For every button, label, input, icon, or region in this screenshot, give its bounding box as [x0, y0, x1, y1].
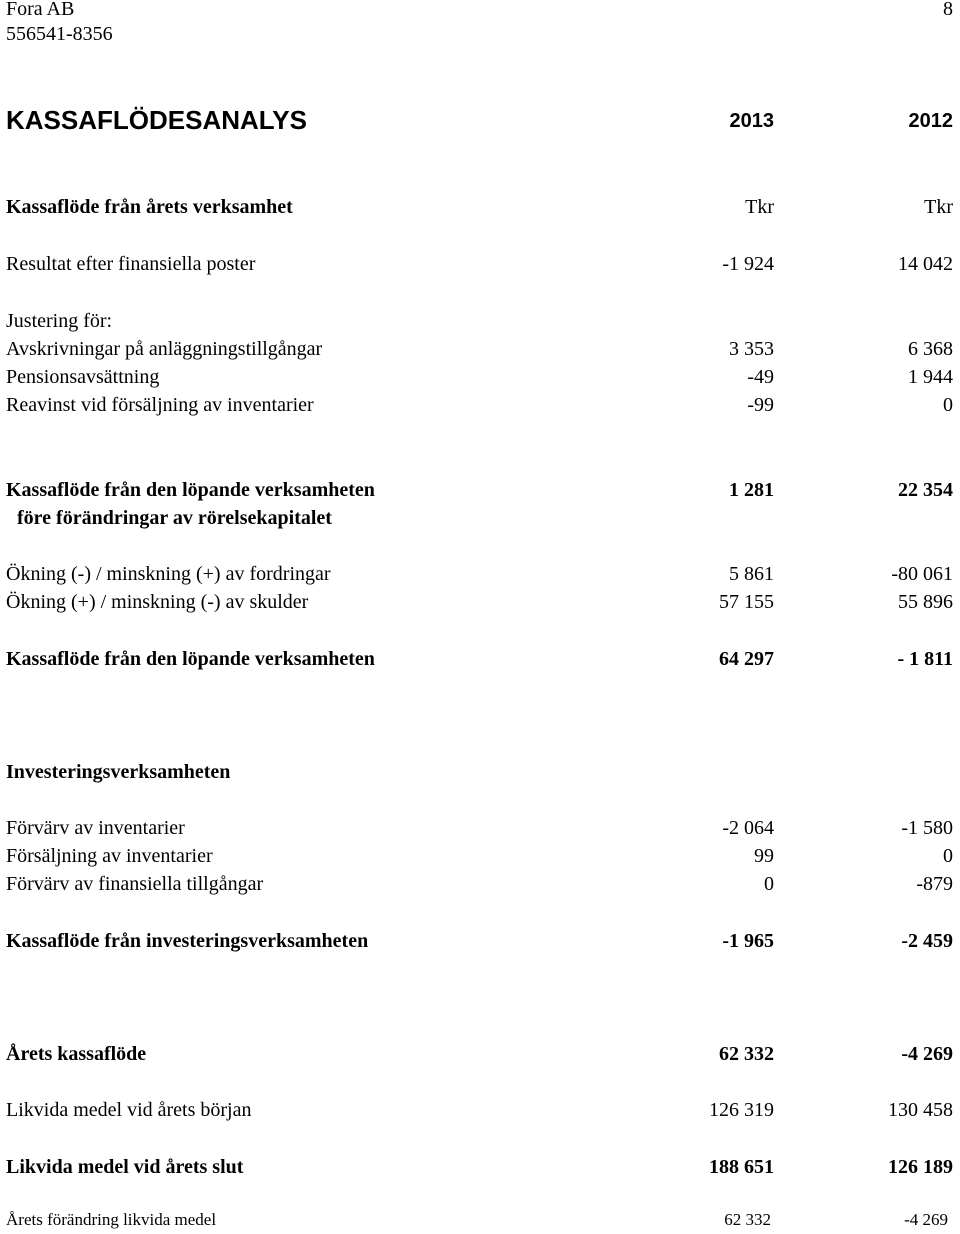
row-label: Reavinst vid försäljning av inventarier [6, 394, 314, 416]
value-2013: 62 332 [719, 1043, 774, 1065]
row-label: Justering för: [6, 310, 113, 332]
table-row-subtotal [0, 476, 960, 504]
value-2013: 126 319 [709, 1099, 774, 1121]
value-2012: -80 061 [891, 563, 953, 585]
value-2012: 0 [943, 394, 953, 416]
value-2013: -1 924 [722, 253, 774, 275]
value-2012: 22 354 [898, 479, 953, 501]
table-row [0, 335, 960, 363]
value-2013: 1 281 [729, 479, 774, 501]
value-2013: 99 [754, 845, 774, 867]
row-label: Årets förändring likvida medel [6, 1210, 217, 1229]
row-label: Förvärv av finansiella tillgångar [6, 873, 264, 895]
row-label: Resultat efter finansiella poster [6, 253, 256, 275]
value-2013: -49 [747, 366, 774, 388]
row-label: Kassaflöde från årets verksamhet [6, 196, 293, 218]
row-label: Försäljning av inventarier [6, 845, 213, 867]
table-row [0, 391, 960, 419]
table-row [0, 842, 960, 870]
value-2013: -2 064 [722, 817, 774, 839]
value-2013: 64 297 [719, 648, 774, 670]
row-label: Kassaflöde från den löpande verksamheten [6, 479, 375, 501]
value-2013: -1 965 [722, 930, 774, 952]
statement-title-row [0, 103, 960, 137]
row-label: Likvida medel vid årets slut [6, 1156, 244, 1178]
table-row-total [0, 1153, 960, 1181]
row-label: Investeringsverksamheten [6, 761, 231, 783]
org-number: 556541-8356 [6, 23, 113, 45]
value-2012: - 1 811 [897, 648, 953, 670]
value-2013: 188 651 [709, 1156, 774, 1178]
value-2012: -2 459 [901, 930, 953, 952]
table-row [0, 814, 960, 842]
company-name: Fora AB [6, 0, 75, 20]
table-row [0, 193, 960, 221]
table-row [0, 307, 960, 335]
table-row-note [0, 1206, 960, 1234]
page-number: 8 [943, 0, 953, 20]
row-label: Årets kassaflöde [6, 1043, 147, 1065]
value-2012: 130 458 [888, 1099, 953, 1121]
value-2013: Tkr [745, 196, 774, 218]
value-2012: 0 [943, 845, 953, 867]
table-row [0, 870, 960, 898]
value-2013: -99 [747, 394, 774, 416]
row-label: före förändringar av rörelsekapitalet [17, 507, 332, 529]
value-2013: 5 861 [729, 563, 774, 585]
table-row-continuation [0, 504, 960, 532]
row-label: Pensionsavsättning [6, 366, 160, 388]
year-column-2012: 2012 [908, 110, 953, 132]
row-label: Avskrivningar på anläggningstillgångar [6, 338, 323, 360]
year-column-2013: 2013 [729, 110, 774, 132]
value-2013: 3 353 [729, 338, 774, 360]
value-2012: -879 [916, 873, 953, 895]
value-2012: -1 580 [901, 817, 953, 839]
value-2012: 6 368 [908, 338, 953, 360]
value-2012: -4 269 [901, 1043, 953, 1065]
table-row-subtotal [0, 645, 960, 673]
value-2013: 57 155 [719, 591, 774, 613]
value-2013: 62 332 [724, 1210, 771, 1229]
value-2012: 1 944 [908, 366, 953, 388]
value-2013: 0 [764, 873, 774, 895]
statement-title: KASSAFLÖDESANALYS [6, 105, 307, 135]
row-label: Likvida medel vid årets början [6, 1099, 252, 1121]
value-2012: -4 269 [904, 1210, 948, 1229]
section-heading [0, 758, 960, 786]
table-row [0, 1096, 960, 1124]
table-row [0, 560, 960, 588]
row-label: Ökning (-) / minskning (+) av fordringar [6, 563, 331, 585]
value-2012: 55 896 [898, 591, 953, 613]
table-row-subtotal [0, 927, 960, 955]
table-row [0, 363, 960, 391]
row-label: Förvärv av inventarier [6, 817, 185, 839]
value-2012: 126 189 [888, 1156, 953, 1178]
value-2012: Tkr [924, 196, 953, 218]
table-row [0, 588, 960, 616]
row-label: Kassaflöde från den löpande verksamheten [6, 648, 375, 670]
table-row-total [0, 1040, 960, 1068]
table-row [0, 250, 960, 278]
value-2012: 14 042 [898, 253, 953, 275]
row-label: Kassaflöde från investeringsverksamheten [6, 930, 369, 952]
row-label: Ökning (+) / minskning (-) av skulder [6, 591, 309, 613]
